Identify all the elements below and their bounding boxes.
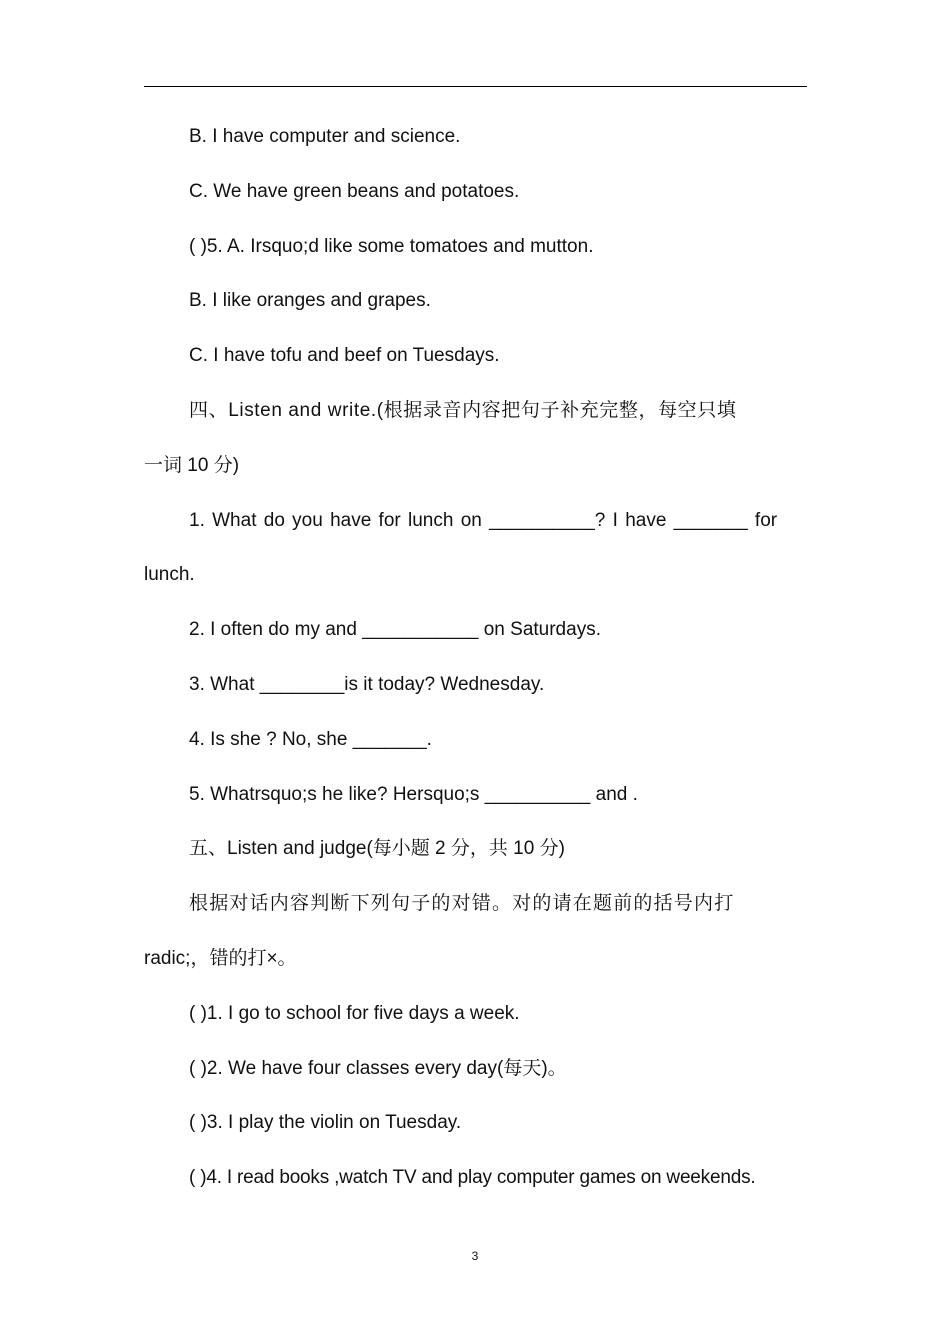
judge-question-2: ( )2. We have four classes every day(每天)。 xyxy=(189,1057,567,1079)
header-rule xyxy=(144,86,807,87)
judge-question-1: ( )1. I go to school for five days a week. xyxy=(189,1002,520,1024)
section-4-heading-continued: 一词 10 分) xyxy=(144,454,240,476)
judge-question-4: ( )4. I read books ,watch TV and play computer games on weekends. xyxy=(189,1167,756,1189)
write-question-4: 4. Is she ? No, she _______. xyxy=(189,728,432,750)
write-question-2: 2. I often do my and ___________ on Saturdays. xyxy=(189,619,601,641)
section-5-instructions-continued: radic;，错的打×。 xyxy=(144,947,297,969)
page-number: 3 xyxy=(471,1249,479,1263)
section-5-heading: 五、Listen and judge(每小题 2 分，共 10 分) xyxy=(189,838,565,860)
question-5-option-a: ( )5. A. Irsquo;d like some tomatoes and mutton. xyxy=(189,235,594,257)
section-4-heading: 四、Listen and write.(根据录音内容把句子补充完整，每空只填 xyxy=(189,399,737,421)
write-question-1: 1. What do you have for lunch on __________? I have _______ for xyxy=(189,509,778,531)
question-5-option-c: C. I have tofu and beef on Tuesdays. xyxy=(189,345,500,367)
section-5-instructions: 根据对话内容判断下列句子的对错。对的请在题前的括号内打 xyxy=(189,893,735,915)
option-b-computer-science: B. I have computer and science. xyxy=(189,126,461,147)
option-c-green-beans: C. We have green beans and potatoes. xyxy=(189,180,520,202)
question-5-option-b: B. I like oranges and grapes. xyxy=(189,290,431,312)
document-body xyxy=(144,110,807,1206)
judge-question-3: ( )3. I play the violin on Tuesday. xyxy=(189,1112,462,1134)
write-question-5: 5. Whatrsquo;s he like? Hersquo;s __________ and . xyxy=(189,783,638,805)
write-question-1-continued: lunch. xyxy=(144,564,195,586)
write-question-3: 3. What ________is it today? Wednesday. xyxy=(189,673,545,695)
